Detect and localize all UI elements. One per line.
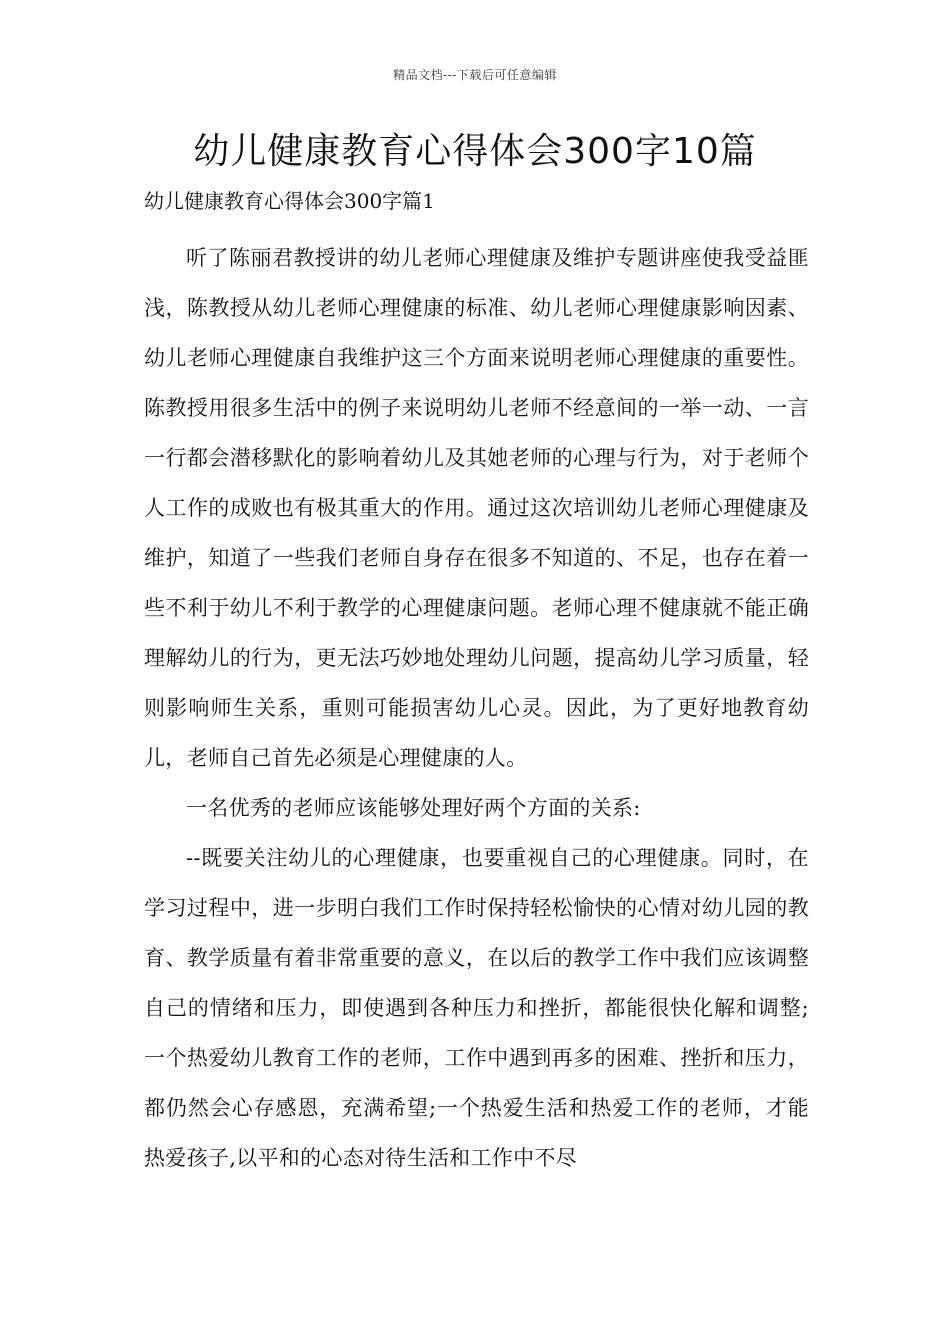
header-note: 精品文档---下载后可任意编辑 (393, 68, 557, 82)
document-title: 幼儿健康教育心得体会300字10篇 (193, 131, 757, 172)
body-text (144, 233, 809, 1183)
paragraph-3: --既要关注幼儿的心理健康，也要重视自己的心理健康。同时，在学习过程中，进一步明白我们工作时保持轻松愉快的心情对幼儿园的教育、教学质量有着非常重要的意义，在以后的教学工作中我们应该调整自己的情绪和压力，即使遇到各种压力和挫折，都能很快化解和调整;一个热爱幼儿教育工作的老师，工作中遇到再多的困难、挫折和压力，都仍然会心存感恩，充满希望;一个热爱生活和热爱工作的老师，才能热爱孩子,以平和的心态对待生活和工作中不尽 (144, 846, 809, 1170)
section-heading: 幼儿健康教育心得体会300字篇1 (144, 189, 435, 213)
paragraph-1: 听了陈丽君教授讲的幼儿老师心理健康及维护专题讲座使我受益匪浅，陈教授从幼儿老师心理健康的标准、幼儿老师心理健康影响因素、幼儿老师心理健康自我维护这三个方面来说明老师心理健康的重要性。陈教授用很多生活中的例子来说明幼儿老师不经意间的一举一动、一言一行都会潜移默化的影响着幼儿及其她老师的心理与行为，对于老师个人工作的成败也有极其重大的作用。通过这次培训幼儿老师心理健康及维护，知道了一些我们老师自身存在很多不知道的、不足，也存在着一些不利于幼儿不利于教学的心理健康问题。老师心理不健康就不能正确理解幼儿的行为，更无法巧妙地处理幼儿问题，提高幼儿学习质量，轻则影响师生关系，重则可能损害幼儿心灵。因此，为了更好地教育幼儿，老师自己首先必须是心理健康的人。 (144, 246, 809, 770)
paragraph-2: 一名优秀的老师应该能够处理好两个方面的关系: (186, 796, 641, 820)
